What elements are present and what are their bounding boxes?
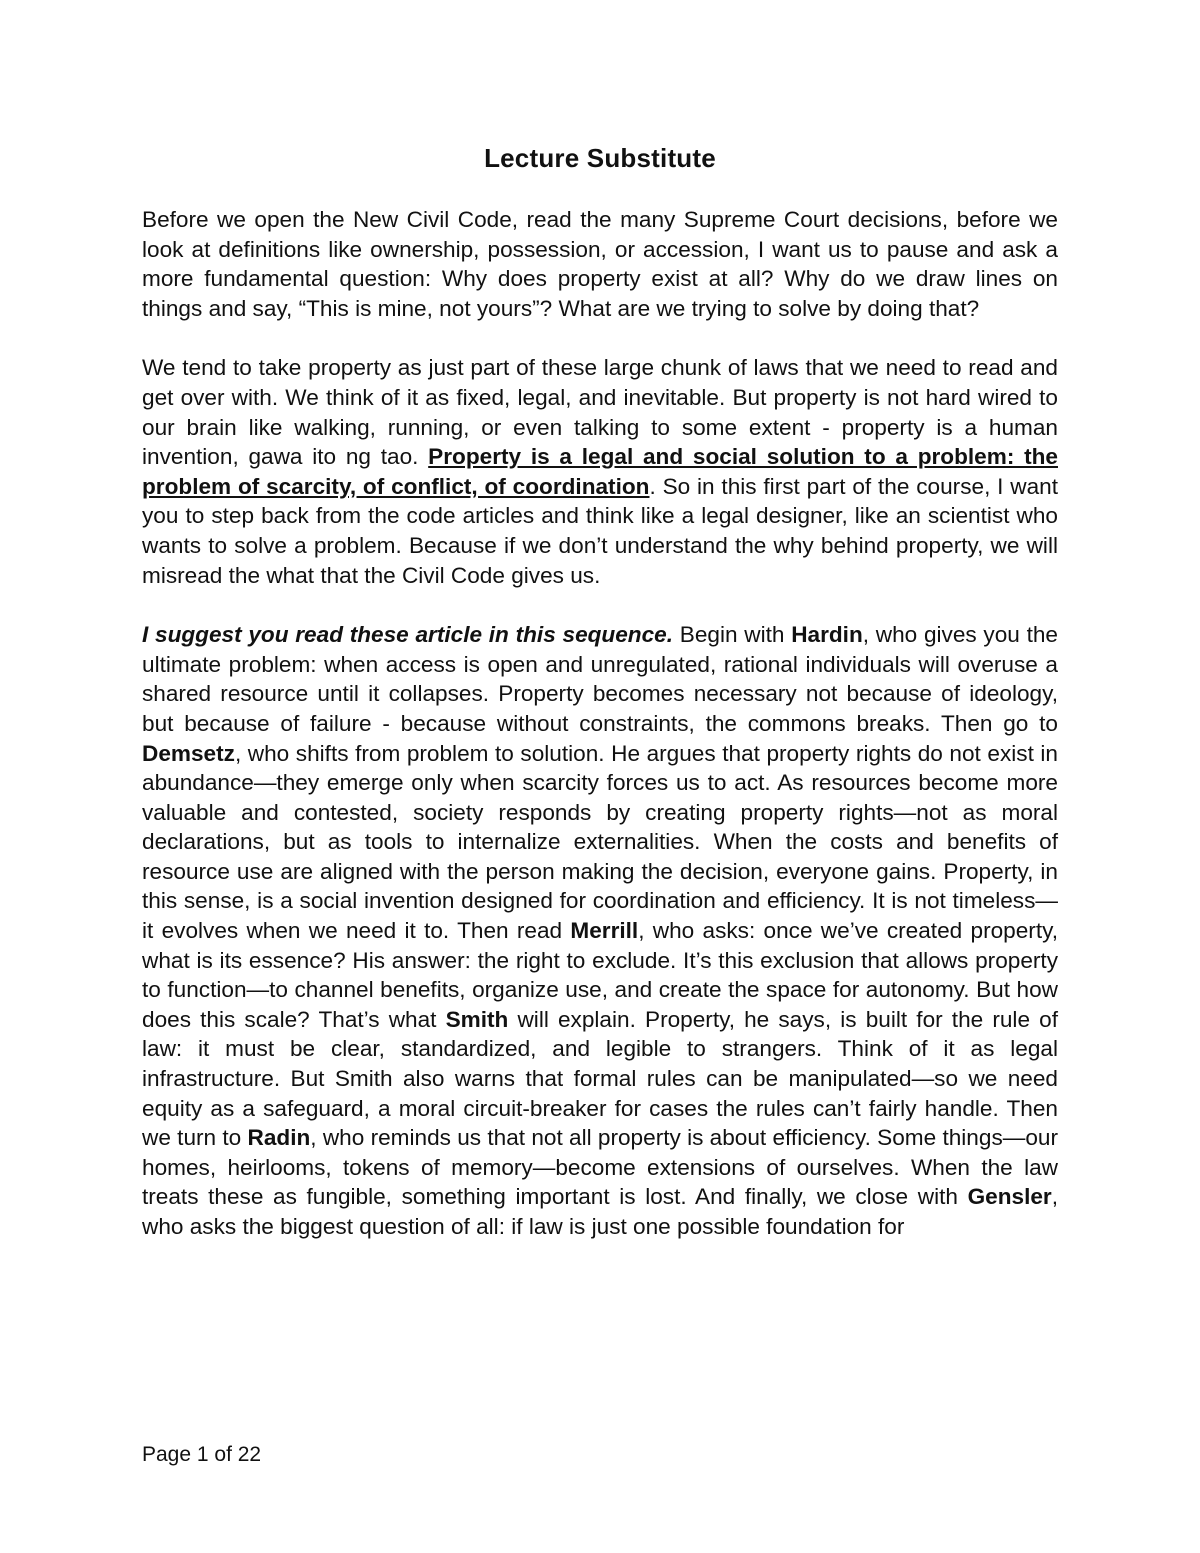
paragraph-2-text-a: We tend to take property as just part of these large chunk of laws that we need to read and get over with. We think of it as fixed, legal, and inevitable. But property is not hard wired to our brain like walking, running, or even talking to some extent - property is a human invention, gawa ito ng tao. — [142, 355, 1058, 470]
author-smith: Smith — [445, 1006, 509, 1032]
key-thesis-emphasis: Property is a legal and social solution to a problem: the problem of scarcity, of conflict, of coordination — [142, 444, 1058, 499]
paragraph-3-text-4: , who asks: once we’ve created property, what is its essence? His answer: the right to exclude. It’s this exclusion that allows property to function—to channel benefits, organize use, and create the space for autonomy. But how does this scale? That’s what — [142, 918, 1058, 1032]
page-title: Lecture Substitute — [484, 143, 716, 173]
paragraph-3-text-2: , who gives you the ultimate problem: when access is open and unregulated, rational individuals will overuse a shared resource until it collapses. Property becomes necessary not because of ideology, but because of failure - because without constraints, the commons breaks. Then go to — [142, 622, 1058, 736]
paragraph-3 — [142, 620, 1058, 1241]
author-gensler: Gensler — [967, 1184, 1052, 1210]
author-merrill: Merrill — [570, 918, 639, 944]
paragraph-3-text-6: , who reminds us that not all property is about efficiency. Some things—our homes, heirlooms, tokens of memory—become extensions of ourselves. When the law treats these as fungible, something important is lost. And finally, we close with — [142, 1125, 1058, 1210]
paragraph-3-text-5: will explain. Property, he says, is built for the rule of law: it must be clear, standardized, and legible to strangers. Think of it as legal infrastructure. But Smith also warns that formal rules can be manipulated—so we need equity as a safeguard, a moral circuit-breaker for cases the rules can’t fairly handle. Then we turn to — [142, 1006, 1058, 1151]
author-demsetz: Demsetz — [142, 740, 235, 766]
author-hardin: Hardin — [791, 622, 863, 648]
document-body — [142, 205, 1058, 1272]
paragraph-3-text-1: Begin with — [673, 622, 792, 648]
reading-sequence-lead: I suggest you read these article in this sequence. — [142, 622, 674, 648]
paragraph-3-text-3: , who shifts from problem to solution. He argues that property rights do not exist in abundance—they emerge only when scarcity forces us to act. As resources become more valuable and contested, society responds by creating property rights—not as moral declarations, but as tools to internalize externalities. When the costs and benefits of resource use are aligned with the person making the decision, everyone gains. Property, in this sense, is a social invention designed for coordination and efficiency. It is not timeless—it evolves when we need it to. Then read — [142, 740, 1058, 944]
paragraph-3-text-7: , who asks the biggest question of all: if law is just one possible foundation for — [142, 1184, 1058, 1239]
paragraph-2 — [142, 353, 1058, 590]
paragraph-1: Before we open the New Civil Code, read the many Supreme Court decisions, before we look at definitions like ownership, possession, or accession, I want us to pause and ask a more fundamental question: Why does property exist at all? Why do we draw lines on things and say, “This is mine, not yours”? What are we trying to solve by doing that? — [142, 207, 1058, 321]
paragraph-2-text-c: . So in this first part of the course, I want you to step back from the code articles and think like a legal designer, like an scientist who wants to solve a problem. Because if we don’t understand the why behind property, we will misread the what that the Civil Code gives us. — [142, 473, 1058, 588]
page-number-footer: Page 1 of 22 — [142, 1443, 262, 1466]
author-radin: Radin — [247, 1125, 311, 1151]
